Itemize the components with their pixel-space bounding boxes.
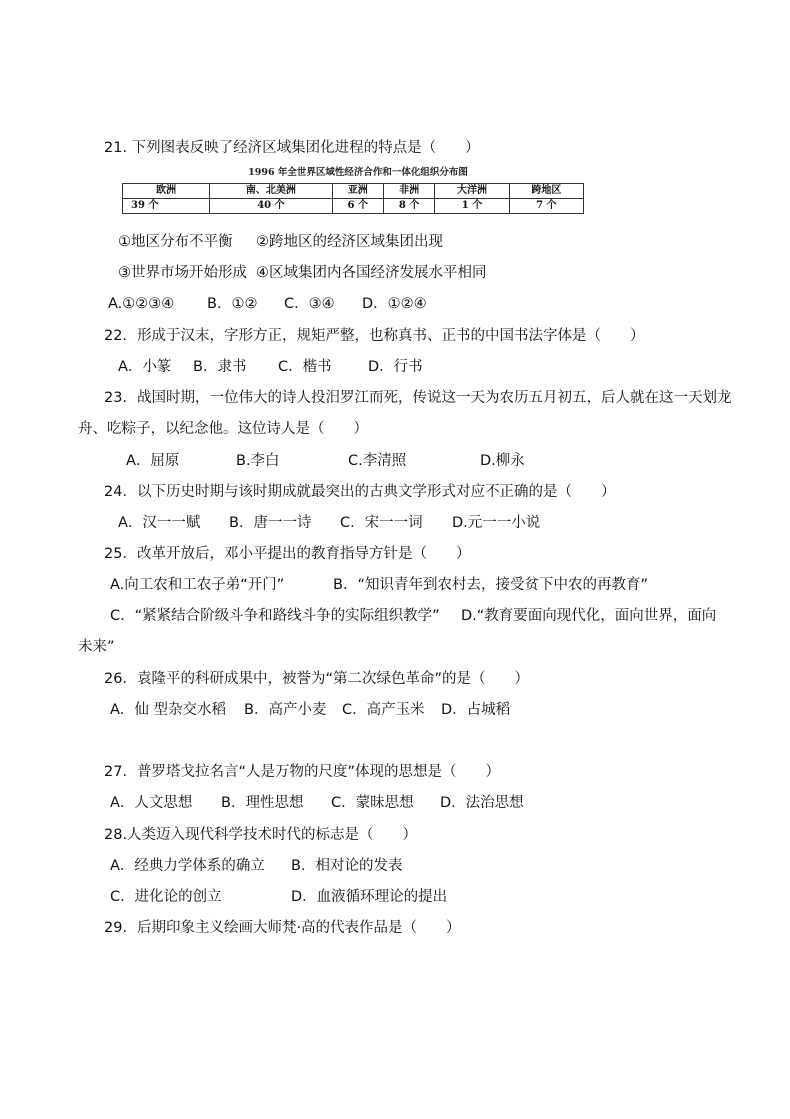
q23-option-b: B.李白 [236, 453, 280, 469]
q25-option-b: B．“知识青年到农村去，接受贫下中农的再教育” [333, 577, 648, 593]
q27-option-a: A．人文思想 [110, 795, 193, 811]
question-26-stem: 26．袁隆平的科研成果中，被誉为“第二次绿色革命”的是（ ） [104, 671, 529, 687]
table-header-cell: 跨地区 [509, 184, 583, 199]
table-header-cell: 欧洲 [123, 184, 210, 199]
q27-option-c: C．蒙昧思想 [331, 795, 414, 811]
table-row [123, 199, 584, 214]
q22-option-a: A．小篆 [118, 359, 172, 375]
question-24-stem: 24．以下历史时期与该时期成就最突出的古典文学形式对应不正确的是（ ） [104, 484, 616, 500]
q23-option-a: A．屈原 [126, 453, 180, 469]
table-title: 1996 年全世界区域性经济合作和一体化组织分布图 [248, 167, 468, 178]
q22-option-c: C．楷书 [278, 359, 332, 375]
table-header-cell: 大洋洲 [435, 184, 509, 199]
table-cell: 1 个 [435, 199, 509, 214]
q25-option-a: A.向工农和工农子弟“开门” [110, 577, 285, 593]
q26-option-c: C．高产玉米 [342, 702, 425, 718]
q22-option-b: B．隶书 [193, 359, 247, 375]
q24-option-b: B．唐一一诗 [229, 515, 312, 531]
q28-option-c: C．进化论的创立 [110, 889, 222, 905]
q24-option-c: C．宋一一词 [340, 515, 423, 531]
q21-item-2: ②跨地区的经济区域集团出现 [256, 234, 443, 250]
q21-option-a: A.①②③④ [108, 296, 175, 312]
q22-option-d: D．行书 [368, 359, 423, 375]
question-27-stem: 27．普罗塔戈拉名言“人是万物的尺度”体现的思想是（ ） [104, 764, 500, 780]
table-header-cell: 非洲 [383, 184, 434, 199]
q21-option-d: D．①②④ [362, 296, 427, 312]
q28-option-b: B．相对论的发表 [291, 858, 403, 874]
table-header-row [123, 184, 584, 199]
question-28-stem: 28.人类迈入现代科学技术时代的标志是（ ） [104, 827, 418, 843]
q25-option-d: D.“教育要面向现代化，面向世界，面向 [461, 608, 717, 624]
q26-option-b: B．高产小麦 [244, 702, 327, 718]
q28-option-d: D．血液循环理论的提出 [291, 889, 448, 905]
q26-option-a: A．仙 型杂交水稻 [110, 702, 227, 718]
q21-item-4: ④区域集团内各国经济发展水平相同 [256, 265, 487, 281]
q23-option-c: C.李清照 [348, 453, 407, 469]
table-header-cell: 南、北美洲 [210, 184, 332, 199]
question-23-stem-line2: 舟、吃粽子，以纪念他。这位诗人是（ ） [78, 421, 368, 437]
q28-option-a: A．经典力学体系的确立 [110, 858, 265, 874]
q25-option-d-continued: 未来” [78, 639, 115, 655]
q21-option-c: C．③④ [284, 296, 335, 312]
table-cell: 6 个 [332, 199, 383, 214]
table-cell: 40 个 [210, 199, 332, 214]
q27-option-d: D．法治思想 [440, 795, 524, 811]
q21-option-b: B．①② [207, 296, 258, 312]
question-29-stem: 29．后期印象主义绘画大师梵·高的代表作品是（ ） [104, 920, 461, 936]
question-22-stem: 22．形成于汉末，字形方正，规矩严整，也称真书、正书的中国书法字体是（ ） [104, 328, 645, 344]
q27-option-b: B．理性思想 [221, 795, 304, 811]
q24-option-a: A．汉一一赋 [118, 515, 201, 531]
region-table [122, 183, 584, 214]
table-cell: 8 个 [383, 199, 434, 214]
table-cell: 39 个 [123, 199, 210, 214]
q23-option-d: D.柳永 [480, 453, 525, 469]
q21-item-3: ③世界市场开始形成 [118, 265, 247, 281]
q21-item-1: ①地区分布不平衡 [118, 234, 233, 250]
q24-option-d: D.元一一小说 [452, 515, 541, 531]
question-23-stem-line1: 23．战国时期，一位伟大的诗人投汨罗江而死，传说这一天为农历五月初五，后人就在这一天划龙 [104, 390, 732, 406]
q25-option-c: C．“紧紧结合阶级斗争和路线斗争的实际组织教学” [110, 608, 440, 624]
question-21-stem: 21. 下列图表反映了经济区域集团化进程的特点是（ ） [104, 140, 480, 156]
q26-option-d: D．占城稻 [441, 702, 511, 718]
table-cell: 7 个 [509, 199, 583, 214]
table-header-cell: 亚洲 [332, 184, 383, 199]
question-25-stem: 25．改革开放后，邓小平提出的教育指导方针是（ ） [104, 546, 471, 562]
